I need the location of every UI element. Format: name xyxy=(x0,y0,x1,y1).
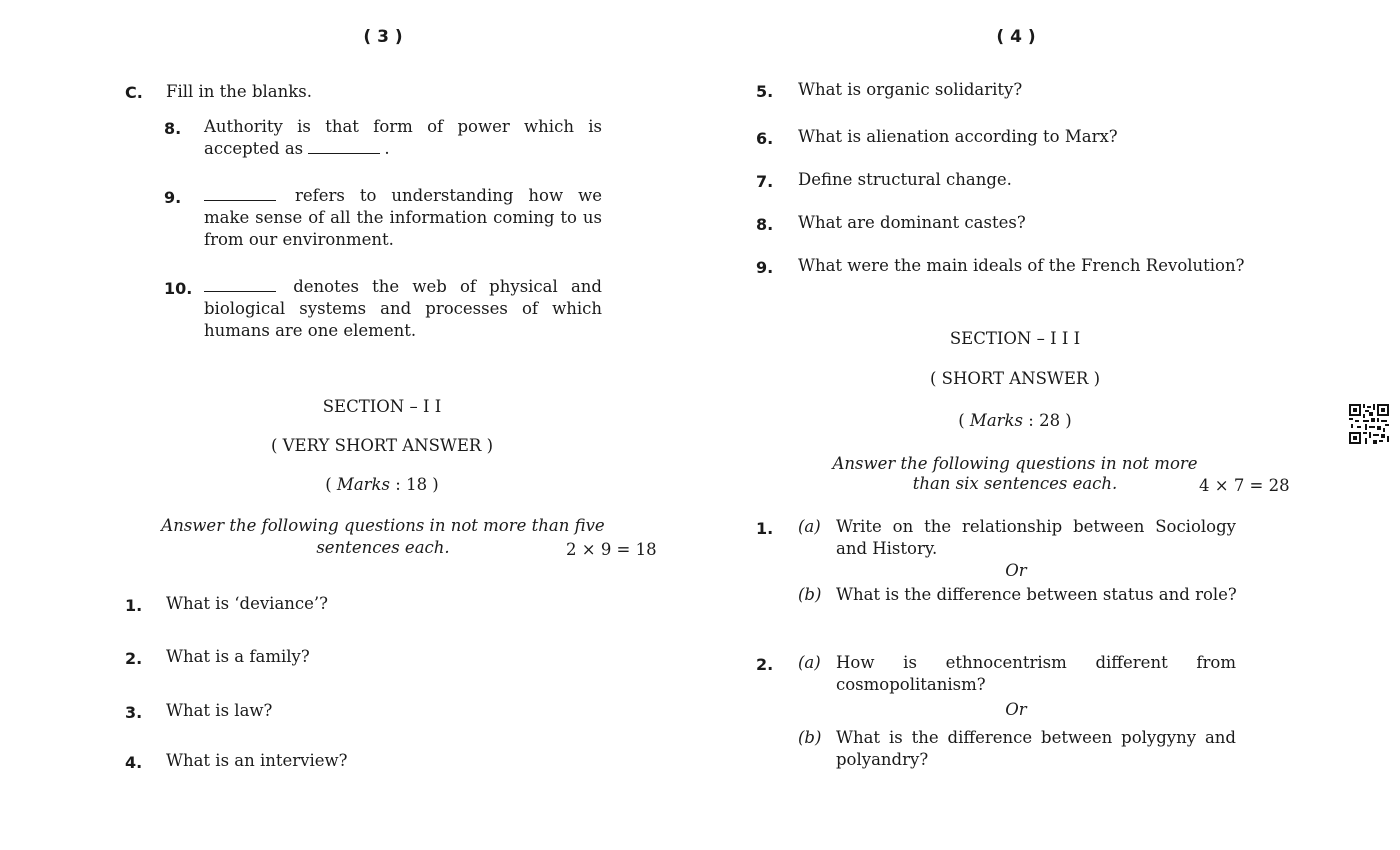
section-heading: SECTION – I I I xyxy=(949,329,1081,348)
option-text: What is the difference between status and role? xyxy=(836,585,1237,604)
or-separator: Or xyxy=(1005,561,1027,580)
marks-label: Marks xyxy=(969,411,1024,430)
section-instruction-2: sentences each. xyxy=(316,538,450,557)
question-number: 2. xyxy=(756,655,774,674)
option-text: How is ethnocentrism different from cosmopolitanism? xyxy=(836,653,1236,694)
section-c-title: Fill in the blanks. xyxy=(166,82,312,101)
qr-code-icon xyxy=(1349,404,1389,444)
fill-question-number: 9. xyxy=(164,188,182,207)
page-number-right: ( 4 ) xyxy=(996,27,1036,47)
page-number-left: ( 3 ) xyxy=(363,27,403,47)
section-subheading: ( VERY SHORT ANSWER ) xyxy=(270,436,494,455)
question-text: What is law? xyxy=(166,701,273,720)
fill-question-number: 8. xyxy=(164,119,182,138)
blank-line xyxy=(204,291,276,292)
fill-question-text: denotes the web of physical and biological systems and processes of which humans are one element. xyxy=(204,277,602,340)
question-text: Define structural change. xyxy=(798,170,1012,189)
fill-question-text: Authority is that form of power which is accepted as xyxy=(204,117,602,158)
section-marks xyxy=(865,411,1165,430)
marks-value: : 28 ) xyxy=(1028,411,1072,430)
option-label: (b) xyxy=(798,728,822,747)
fill-question-text: refers to understanding how we make sense of all the information coming to us from our environment. xyxy=(204,186,602,249)
fill-question-8 xyxy=(204,116,602,160)
or-separator: Or xyxy=(1005,700,1027,719)
blank-line xyxy=(308,153,380,154)
question-number: 5. xyxy=(756,82,774,101)
marks-formula: 2 × 9 = 18 xyxy=(566,540,657,559)
question-text: What is alienation according to Marx? xyxy=(798,127,1118,146)
section-instruction: Answer the following questions in not more xyxy=(832,454,1198,473)
fill-question-9 xyxy=(204,185,602,251)
question-number: 6. xyxy=(756,129,774,148)
section-instruction: Answer the following questions in not more than five xyxy=(161,516,605,535)
marks-label: Marks xyxy=(336,475,391,494)
blank-line xyxy=(204,200,276,201)
question-number: 4. xyxy=(125,753,143,772)
question-number: 7. xyxy=(756,172,774,191)
fill-question-number: 10. xyxy=(164,279,193,298)
marks-open: ( xyxy=(958,411,965,430)
section-c-label: C. xyxy=(125,83,143,102)
section-subheading: ( SHORT ANSWER ) xyxy=(929,369,1101,388)
fill-question-10 xyxy=(204,276,602,342)
marks-open: ( xyxy=(325,475,332,494)
section-instruction-2: than six sentences each. xyxy=(912,474,1118,493)
option-text: What is the difference between polygyny and polyandry? xyxy=(836,728,1236,769)
question-number: 9. xyxy=(756,258,774,277)
question-text: What were the main ideals of the French Revolution? xyxy=(798,256,1245,275)
question-number: 3. xyxy=(125,703,143,722)
fill-question-tail: . xyxy=(384,139,390,158)
option-text: Write on the relationship between Sociology and History. xyxy=(836,517,1236,558)
question-text: What are dominant castes? xyxy=(798,213,1026,232)
question-text: What is ‘deviance’? xyxy=(166,594,329,613)
question-number: 2. xyxy=(125,649,143,668)
question-number: 8. xyxy=(756,215,774,234)
option-label: (b) xyxy=(798,585,822,604)
marks-value: : 18 ) xyxy=(395,475,439,494)
option-label: (a) xyxy=(798,653,821,672)
question-number: 1. xyxy=(125,596,143,615)
section-marks xyxy=(232,475,532,494)
question-text: What is a family? xyxy=(166,647,310,666)
section-heading: SECTION – I I xyxy=(322,397,442,416)
marks-formula: 4 × 7 = 28 xyxy=(1199,476,1290,495)
option-label: (a) xyxy=(798,517,821,536)
question-number: 1. xyxy=(756,519,774,538)
question-text: What is organic solidarity? xyxy=(798,80,1023,99)
question-text: What is an interview? xyxy=(166,751,348,770)
